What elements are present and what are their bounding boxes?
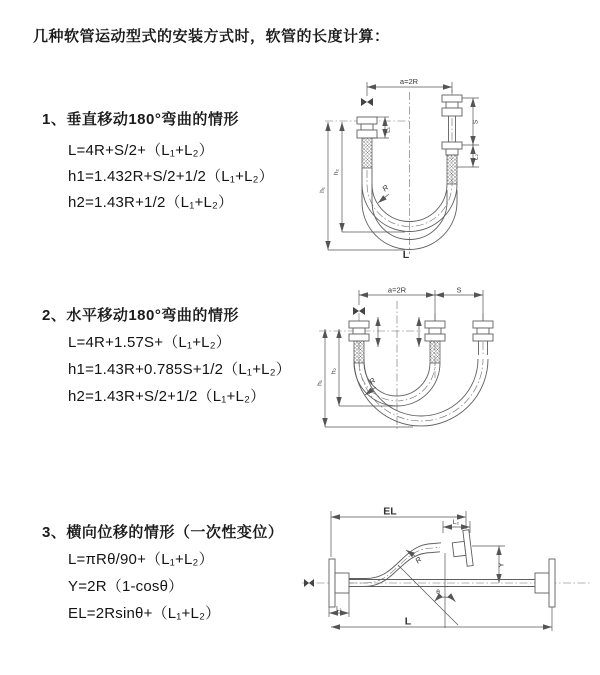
section2-heading-text: 水平移动180°弯曲的情形 <box>66 307 239 324</box>
hose-u-bend <box>354 359 488 426</box>
length-label: L <box>402 249 410 261</box>
section3-number: 3、 <box>42 524 67 541</box>
dim-label-el: EL <box>383 505 397 518</box>
section1-formula-h1: h1=1.432R+S/2+1/2（L₁+L₂） <box>68 168 274 185</box>
dim-a-2r <box>361 77 452 106</box>
dim-label-h1: h₁ <box>319 187 326 193</box>
dim-s <box>435 286 483 296</box>
dim-el <box>331 506 466 558</box>
section2-heading <box>42 304 239 325</box>
centerlines <box>316 301 483 431</box>
dim-label-h1: h₁ <box>316 380 324 386</box>
reference-arrows <box>378 317 419 347</box>
section3-heading <box>42 521 283 542</box>
section1-heading <box>42 108 239 129</box>
dim-s <box>462 98 480 145</box>
dim-label-h2: h₂ <box>330 367 338 375</box>
section2-formula-h2: h2=1.43R+S/2+1/2（L₁+L₂） <box>68 388 266 405</box>
right-flange-lower <box>442 142 462 184</box>
dim-label-l2: L₂ <box>472 153 480 161</box>
section1-formula-h2: h2=1.43R+1/2（L₁+L₂） <box>68 194 234 211</box>
upper-flange-displaced <box>451 530 473 568</box>
diagram-lateral-displacement <box>298 503 596 651</box>
centerlines <box>325 89 452 254</box>
dim-label-l2: L₂ <box>452 519 460 526</box>
weld-mark-icon <box>304 579 314 587</box>
diagram-vertical-180-bend <box>315 72 495 262</box>
section1-heading-text: 垂直移动180°弯曲的情形 <box>66 111 239 128</box>
section3-heading-text: 横向位移的情形（一次性变位） <box>66 524 284 541</box>
left-flange <box>357 117 377 168</box>
radius-label: R <box>367 375 378 387</box>
dim-label-a2r: a=2R <box>387 285 407 295</box>
radius-leader <box>378 183 391 203</box>
dim-y <box>472 546 506 583</box>
left-flange <box>329 559 349 607</box>
dim-label-l1: L₁ <box>336 605 342 613</box>
section3-formula-EL: EL=2Rsinθ+（L₁+L₂） <box>68 605 221 622</box>
section3-formula-Y: Y=2R（1-cosθ） <box>68 578 184 595</box>
dim-label-l1: L₁ <box>384 127 392 133</box>
section2-formula-h1: h1=1.43R+0.785S+1/2（L₁+L₂） <box>68 361 291 378</box>
dim-label-s: S <box>456 285 462 295</box>
dim-l <box>331 607 552 631</box>
section3-formula-L: L=πRθ/90+（L₁+L₂） <box>68 551 214 568</box>
diagram-horizontal-180-bend <box>315 283 550 443</box>
weld-mark-icon <box>361 98 373 106</box>
section2-number: 2、 <box>42 307 67 324</box>
dim-label-y: Y <box>496 562 506 568</box>
dim-h1 <box>317 329 414 427</box>
middle-flange <box>425 321 445 363</box>
left-flange <box>349 321 369 363</box>
radius-label: R <box>413 554 424 566</box>
page-title: 几种软管运动型式的安装方式时，软管的长度计算： <box>33 28 390 45</box>
dim-label-a2r: a=2R <box>399 77 419 86</box>
radius-label: R <box>380 182 391 194</box>
angle-label: θ <box>436 589 440 596</box>
section1-formula-L: L=4R+S/2+（L₁+L₂） <box>68 142 214 159</box>
section2-formula-L: L=4R+1.57S+（L₁+L₂） <box>68 334 231 351</box>
dim-label-h2: h₂ <box>333 168 340 176</box>
dim-label-s: S <box>472 119 480 125</box>
dim-a-2r <box>353 286 483 322</box>
section1-number: 1、 <box>42 111 67 128</box>
dim-label-l: L <box>404 615 412 628</box>
